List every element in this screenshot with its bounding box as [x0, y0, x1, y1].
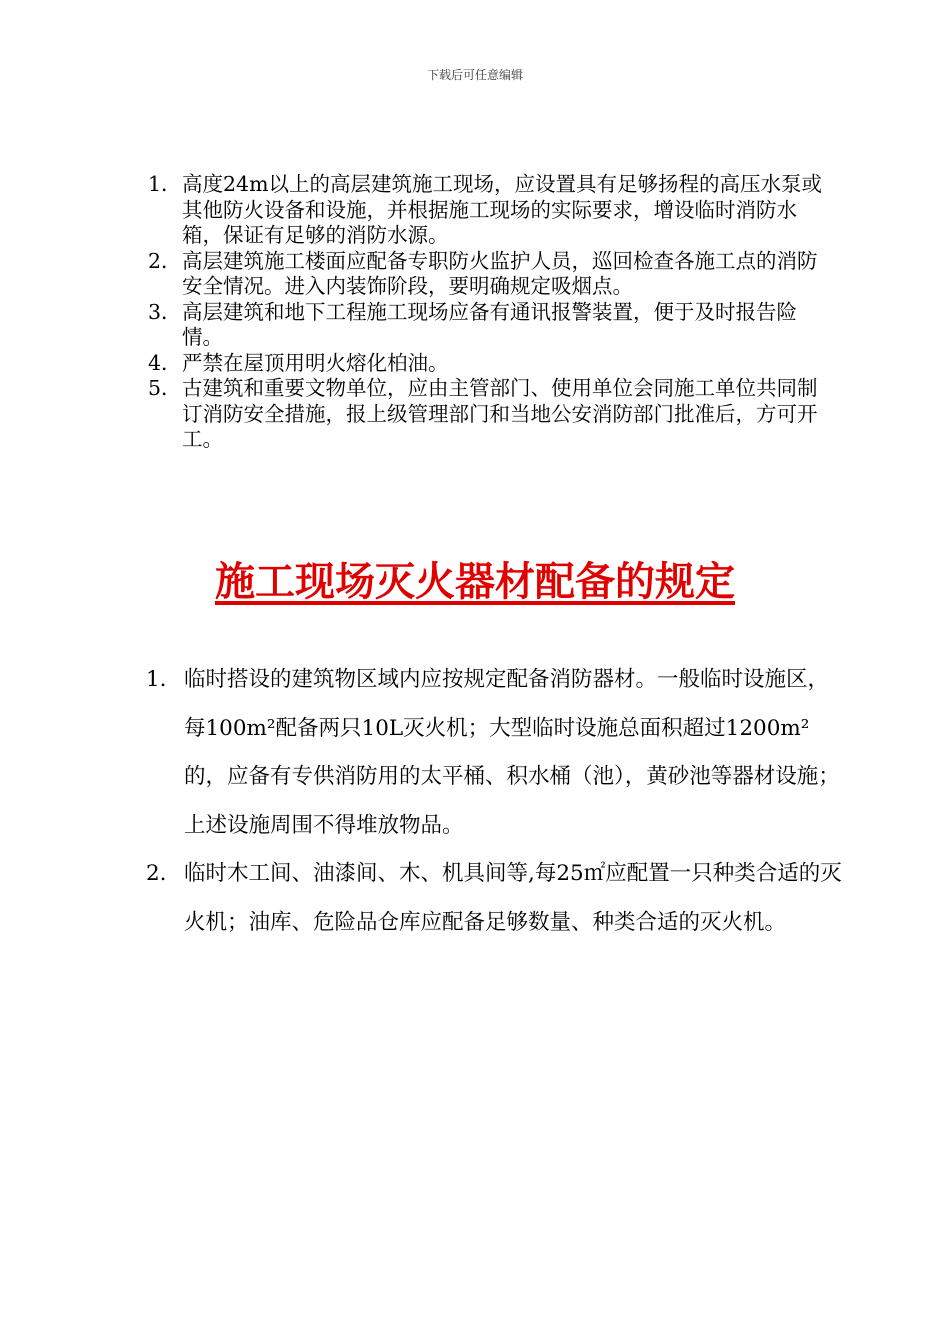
list-item — [148, 249, 828, 300]
list-item — [148, 172, 828, 249]
list-item-text: 古建筑和重要文物单位，应由主管部门、使用单位会同施工单位共同制订消防安全措施，报上级管理部门和当地公安消防部门批准后，方可开工。 — [182, 376, 818, 451]
list-item-number: 2． — [148, 248, 182, 273]
list-item — [146, 656, 846, 850]
list-item-number: 2. — [146, 861, 167, 886]
list-item-text: 临时搭设的建筑物区域内应按规定配备消防器材。一般临时设施区，每100m²配备两只10L灭火机；大型临时设施总面积超过1200m²的，应备有专供消防用的太平桶、积水桶（池），黄砂池等器材设施；上述设施周围不得堆放物品。 — [184, 667, 840, 838]
list-item-number: 1． — [148, 172, 182, 196]
list-item-text: 临时木工间、油漆间、木、机具间等,每25㎡应配置一只种类合适的灭火机；油库、危险品仓库应配备足够数量、种类合适的灭火机。 — [184, 861, 842, 935]
list-item-text: 高度24m以上的高层建筑施工现场，应设置具有足够扬程的高压水泵或其他防火设备和设施，并根据施工现场的实际要求，增设临时消防水箱，保证有足够的消防水源。 — [182, 172, 823, 247]
list-item-number: 3． — [148, 299, 182, 324]
list-item-number: 4． — [148, 350, 182, 375]
list-item-number: 5． — [148, 376, 182, 400]
list-item — [148, 351, 828, 377]
list-item — [148, 300, 828, 351]
equipment-rules-list — [146, 656, 846, 947]
list-item-text: 高层建筑和地下工程施工现场应备有通讯报警装置，便于及时报告险情。 — [182, 299, 797, 349]
list-item-number: 1. — [146, 667, 167, 692]
list-item-text: 高层建筑施工楼面应配备专职防火监护人员，巡回检查各施工点的消防安全情况。进入内装饰阶段，要明确规定吸烟点。 — [182, 248, 818, 298]
list-item — [146, 850, 846, 947]
section-heading: 施工现场灭火器材配备的规定 — [215, 559, 735, 605]
safety-rules-list — [148, 172, 828, 453]
list-item-text: 严禁在屋顶用明火熔化柏油。 — [182, 350, 449, 375]
list-item — [148, 376, 828, 453]
header-note: 下载后可任意编辑 — [426, 68, 523, 82]
